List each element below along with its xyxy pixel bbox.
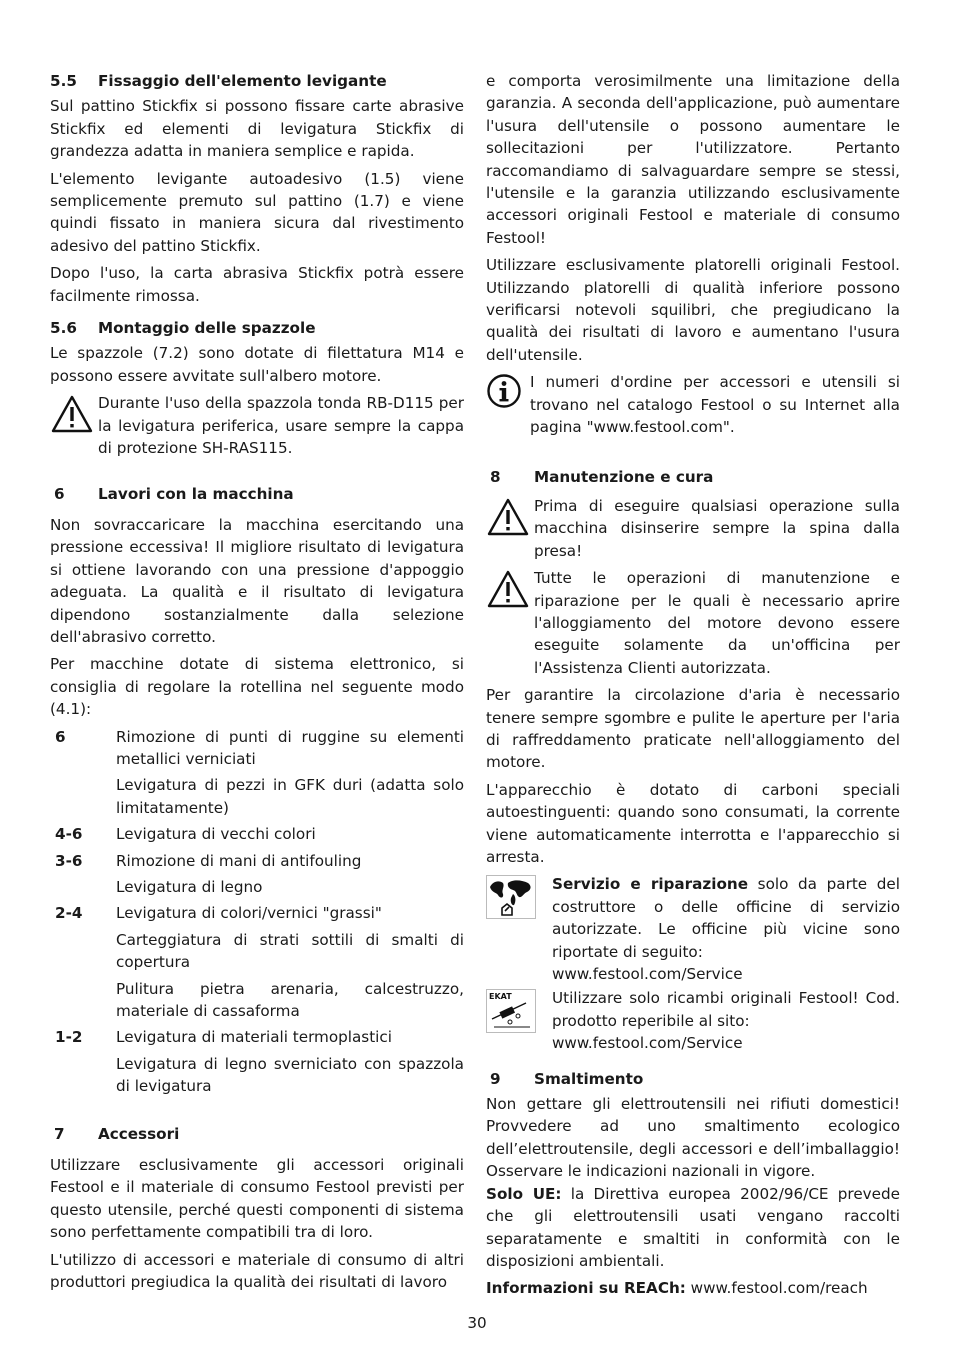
warning-note: Prima di eseguire qualsiasi operazione sulla macchina disinserire sempre la spina dalla presa! <box>486 495 900 562</box>
table-row: Pulitura pietra arenaria, calcestruzzo, materiale di cassaforma <box>116 979 464 1021</box>
paragraph: Non sovraccaricare la macchina esercitando una pressione eccessiva! Il migliore risultato di levigatura si ottiene lavorando con una pressione d'appoggio adeguata. La qualità e il risultato di levigatura dipendono sostanzialmente dalla selezione dell'abrasivo corretto. <box>50 515 464 646</box>
heading-5-6: 5.6 Montaggio delle spazzole <box>50 319 316 338</box>
info-note: I numeri d'ordine per accessori e utensili si trovano nel catalogo Festool o su Internet alla pagina "www.festool.com". <box>486 371 900 438</box>
paragraph: Dopo l'uso, la carta abrasiva Stickfix potrà essere facilmente rimossa. <box>50 264 464 305</box>
paragraph: Per macchine dotate di sistema elettronico, si consiglia di regolare la rotellina nel seguente modo (4.1): <box>50 655 464 719</box>
table-row: 6 Rimozione di punti di ruggine su elementi metallici verniciati <box>55 727 464 768</box>
settings-table <box>50 726 464 1098</box>
warning-note: Durante l'uso della spazzola tonda RB-D115 per la levigatura periferica, usare sempre la cappa di protezione SH-RAS115. <box>50 392 464 459</box>
info-icon <box>486 371 530 415</box>
table-row: Levigatura di legno <box>116 878 263 896</box>
paragraph: Sul pattino Stickfix si possono fissare carte abrasive Stickfix ed elementi di levigatura Stickfix di grandezza adatta in maniera semplice e rapida. <box>50 97 464 161</box>
world-service-icon <box>486 873 552 925</box>
warning-icon <box>486 495 534 543</box>
page-number: 30 <box>467 1314 487 1332</box>
paragraph: Per garantire la circolazione d'aria è necessario tenere sempre sgombre e pulite le aperture per l'aria di raffreddamento praticate nell'alloggiamento del motore. <box>486 686 900 772</box>
paragraph: Utilizzare esclusivamente platorelli originali Festool. Utilizzando platorelli di qualità inferiore possono verificarsi notevoli squilibri, che pregiudicano la qualità dei risultati di lavoro e aumentano l'usura dell'utensile. <box>486 256 900 364</box>
table-row: 4-6 Levigatura di vecchi colori <box>55 825 316 844</box>
paragraph: L'apparecchio è dotato di carboni speciali autoestinguenti: quando sono consumati, la corrente viene automaticamente interrotta e l'apparecchio si arresta. <box>486 780 900 866</box>
ekat-label: EKAT <box>489 992 512 1002</box>
paragraph: L'elemento levigante autoadesivo (1.5) viene semplicemente premuto sul pattino (1.7) e viene quindi fissato in maniera sicura dal rivestimento adesivo del pattino Stickfix. <box>50 169 464 255</box>
spare-parts-note: EKAT Utilizzare solo ricambi originali Festool! Cod. prodotto reperibile al sito: www.festool.com/Service <box>486 987 900 1054</box>
spare-parts-link[interactable]: www.festool.com/Service <box>552 1034 743 1053</box>
paragraph: e comporta verosimilmente una limitazione della garanzia. A seconda dell'applicazione, può aumentare l'usura dell'utensile o possono aumentare le sollecitazioni per l'utilizzatore. Pertanto raccomandiamo di salvaguardare sempre se stessi, l'utensile e la garanzia utilizzando esclusivamente accessori originali Festool e materiale di consumo Festool! <box>486 72 900 247</box>
table-row: 1-2 Levigatura di materiali termoplastici <box>55 1028 392 1047</box>
heading-9: 9 Smaltimento <box>490 1069 644 1088</box>
table-row: Levigatura di pezzi in GFK duri (adatta solo limitatamente) <box>116 776 464 817</box>
paragraph: Non gettare gli elettroutensili nei rifiuti domestici! Provvedere ad uno smaltimento ecologico dell’elettroutensile, degli accessori e dell’imballaggio! Osservare le indicazioni nazionali in vigore. <box>486 1095 900 1181</box>
paragraph: Utilizzare esclusivamente gli accessori originali Festool e il materiale di consumo Festool previsti per questo utensile, perché questi componenti di sistema sono perfettamente compatibili tra di loro. <box>50 1156 464 1242</box>
left-column <box>50 70 464 1299</box>
ekat-icon <box>486 987 552 1039</box>
warning-icon <box>486 567 534 615</box>
heading-7: 7 Accessori <box>54 1124 180 1143</box>
service-link[interactable]: www.festool.com/Service <box>552 965 743 984</box>
service-note: Servizio e riparazione solo da parte del costruttore o delle officine di servizio autorizzate. Le officine più vicine sono riportate di seguito: www.festool.com/Service <box>486 873 900 985</box>
table-row: 2-4 Levigatura di colori/vernici "grassi" <box>55 904 382 923</box>
warning-icon <box>50 392 98 440</box>
paragraph: L'utilizzo di accessori e materiale di consumo di altri produttori pregiudica la qualità dei risultati di lavoro <box>50 1250 464 1292</box>
table-row: Carteggiatura di strati sottili di smalti di copertura <box>116 930 464 972</box>
paragraph: Informazioni su REACh: www.festool.com/reach <box>486 1279 868 1298</box>
warning-note: Tutte le operazioni di manutenzione e riparazione per le quali è necessario aprire l'alloggiamento del motore devono essere eseguite solamente da un'officina per l'Assistenza Clienti autorizzata. <box>486 567 900 679</box>
table-row: 3-6 Rimozione di mani di antifouling <box>55 851 362 870</box>
heading-6: 6 Lavori con la macchina <box>54 484 294 503</box>
right-column <box>486 70 900 1305</box>
paragraph: Le spazzole (7.2) sono dotate di filettatura M14 e possono essere avvitate sull'albero motore. <box>50 344 464 385</box>
heading-5-5: 5.5 Fissaggio dell'elemento levigante <box>50 72 387 90</box>
paragraph: Solo UE: la Direttiva europea 2002/96/CE prevede che gli elettroutensili usati vengano raccolti separatamente e smaltiti in conformità con le disposizioni ambientali. <box>486 1184 900 1270</box>
service-bold: Servizio e riparazione <box>552 875 748 894</box>
table-row: Levigatura di legno sverniciato con spazzola di levigatura <box>116 1054 464 1096</box>
heading-8: 8 Manutenzione e cura <box>490 467 714 486</box>
